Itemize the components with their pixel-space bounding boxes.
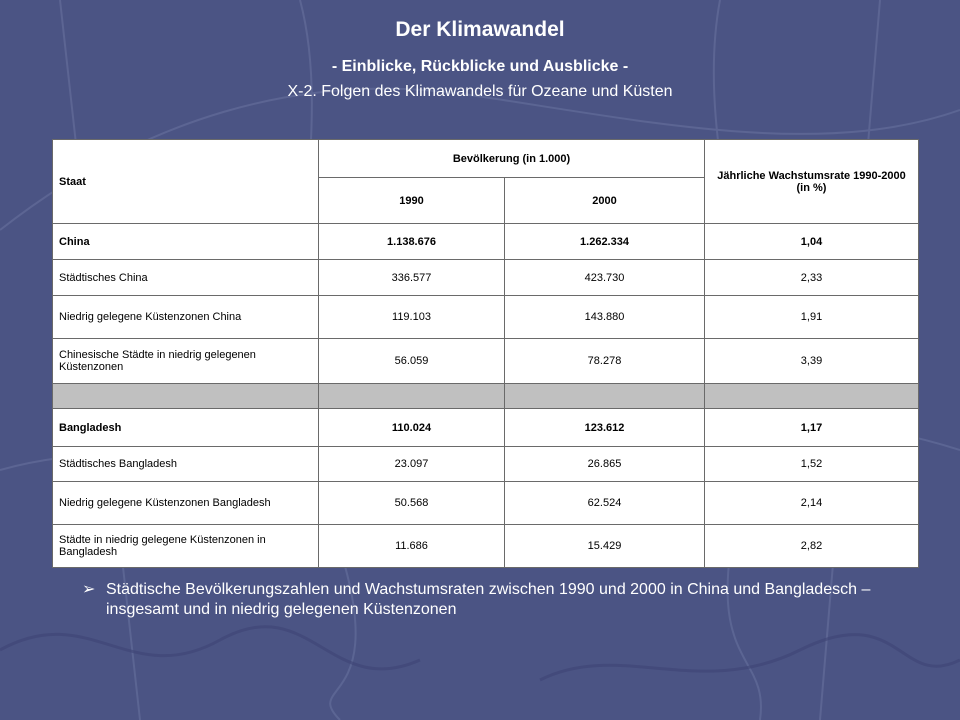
row-name: China: [53, 224, 319, 260]
table-row: [53, 296, 919, 339]
row-rate: 1,91: [705, 296, 919, 339]
row-name: Niedrig gelegene Küstenzonen China: [53, 296, 319, 339]
row-2000: 423.730: [505, 260, 705, 296]
table-row: [53, 447, 919, 482]
header-population: Bevölkerung (in 1.000): [319, 140, 705, 178]
row-2000: 143.880: [505, 296, 705, 339]
table-row: [53, 224, 919, 260]
row-1990: 56.059: [319, 339, 505, 384]
row-name: Städtisches Bangladesh: [53, 447, 319, 482]
population-table: [52, 139, 919, 568]
row-1990: 110.024: [319, 409, 505, 447]
row-name: Bangladesh: [53, 409, 319, 447]
row-1990: 119.103: [319, 296, 505, 339]
table-row: [53, 482, 919, 525]
header-year-2000: 2000: [505, 178, 705, 224]
arrow-bullet-icon: ➢: [82, 581, 96, 598]
row-2000: 15.429: [505, 525, 705, 568]
row-1990: 11.686: [319, 525, 505, 568]
header-growth-rate: Jährliche Wachstumsrate 1990-2000 (in %): [705, 140, 919, 224]
section-heading: X-2. Folgen des Klimawandels für Ozeane und Küsten: [287, 83, 673, 100]
row-rate: 2,14: [705, 482, 919, 525]
row-name: Chinesische Städte in niedrig gelegenen Küstenzonen: [53, 339, 319, 384]
page-subtitle: - Einblicke, Rückblicke und Ausblicke -: [331, 58, 629, 75]
caption-text: Städtische Bevölkerungszahlen und Wachstumsraten zwischen 1990 und 2000 in China und Bangladesch – insgesamt und in niedrig gelegenen Küstenzonen: [106, 581, 871, 618]
row-rate: 3,39: [705, 339, 919, 384]
row-name: Niedrig gelegene Küstenzonen Bangladesh: [53, 482, 319, 525]
row-2000: 123.612: [505, 409, 705, 447]
row-name: Städtisches China: [53, 260, 319, 296]
row-2000: 1.262.334: [505, 224, 705, 260]
row-1990: 1.138.676: [319, 224, 505, 260]
row-2000: 26.865: [505, 447, 705, 482]
header-year-1990: 1990: [319, 178, 505, 224]
row-name: Städte in niedrig gelegene Küstenzonen in Bangladesh: [53, 525, 319, 568]
table-row: [53, 409, 919, 447]
row-2000: 78.278: [505, 339, 705, 384]
table-row: [53, 525, 919, 568]
page-title: Der Klimawandel: [395, 18, 565, 41]
header-staat: Staat: [53, 140, 319, 224]
row-1990: 50.568: [319, 482, 505, 525]
separator-row: [53, 384, 919, 409]
table-row: [53, 260, 919, 296]
row-rate: 1,04: [705, 224, 919, 260]
caption-bullet: [82, 580, 882, 620]
row-1990: 23.097: [319, 447, 505, 482]
row-rate: 1,17: [705, 409, 919, 447]
table-row: [53, 339, 919, 384]
row-1990: 336.577: [319, 260, 505, 296]
row-2000: 62.524: [505, 482, 705, 525]
row-rate: 2,33: [705, 260, 919, 296]
row-rate: 1,52: [705, 447, 919, 482]
row-rate: 2,82: [705, 525, 919, 568]
